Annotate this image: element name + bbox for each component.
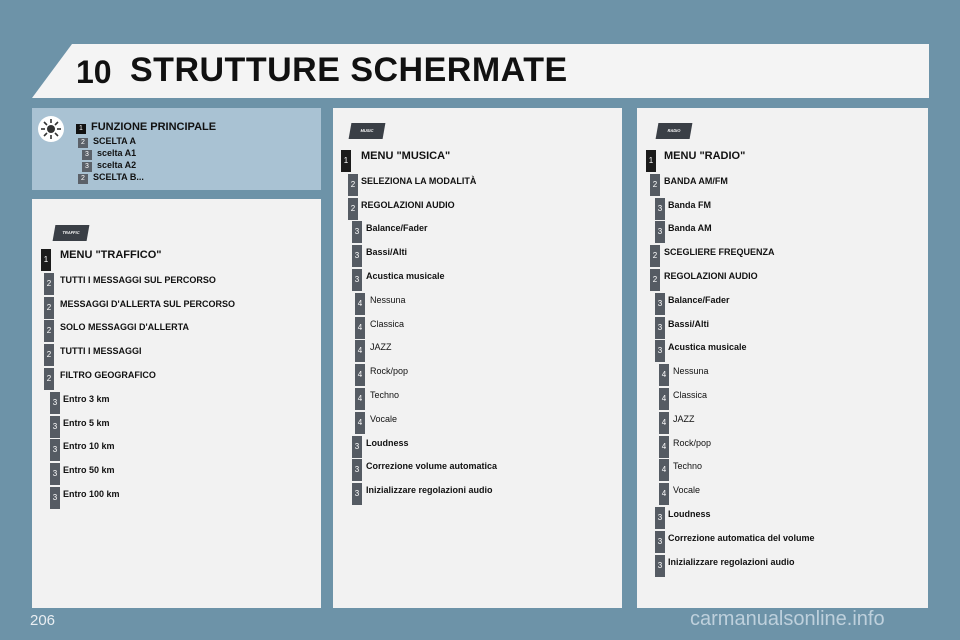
level-badge: 3: [82, 162, 92, 172]
music-menu-row: [333, 198, 622, 220]
radio-menu-row: [637, 412, 928, 434]
radio-menu-label: JAZZ: [673, 413, 695, 424]
level-badge: 3: [655, 293, 665, 315]
music-menu-label: Bassi/Alti: [366, 247, 408, 258]
level-badge: 2: [348, 174, 358, 196]
radio-menu-row: [637, 364, 928, 386]
radio-menu-label: Loudness: [668, 509, 711, 519]
level-badge: 4: [355, 364, 365, 386]
traffic-menu-row: [32, 273, 321, 295]
radio-menu-label: Techno: [673, 461, 703, 472]
music-menu-row: [333, 293, 622, 315]
level-badge: 3: [352, 483, 362, 505]
music-menu-row: [333, 412, 622, 434]
level-badge: 2: [44, 344, 54, 366]
radio-menu-label: Bassi/Alti: [668, 318, 710, 329]
radio-menu-row: [637, 388, 928, 410]
traffic-menu-row: [32, 297, 321, 319]
traffic-menu-row: [32, 368, 321, 390]
radio-menu-label: Vocale: [673, 485, 701, 496]
level-badge: 2: [348, 198, 358, 220]
music-menu-label: Classica: [370, 318, 405, 329]
music-menu-row: [333, 245, 622, 267]
level-badge: 2: [44, 320, 54, 342]
level-badge: 2: [650, 269, 660, 291]
traffic-menu-row: [32, 439, 321, 461]
music-menu-row: [333, 459, 622, 481]
level-badge: 4: [659, 436, 669, 458]
level-badge: 4: [659, 483, 669, 505]
level-badge: 2: [44, 273, 54, 295]
traffic-menu-label: TUTTI I MESSAGGI: [60, 346, 142, 357]
level-badge: 3: [655, 340, 665, 362]
legend-item: FUNZIONE PRINCIPALE: [91, 121, 217, 133]
level-badge: 3: [352, 245, 362, 267]
watermark: carmanualsonline.info: [690, 608, 885, 630]
level-badge: 2: [44, 297, 54, 319]
page-number: 206: [30, 612, 56, 629]
radio-menu-row: [637, 459, 928, 481]
music-menu-label: Loudness: [366, 437, 409, 448]
traffic-menu-row: [32, 463, 321, 485]
music-menu-row: [333, 388, 622, 410]
traffic-menu-label: MESSAGGI D'ALLERTA SUL PERCORSO: [60, 298, 235, 309]
level-badge: 3: [352, 221, 362, 243]
traffic-menu-label: Entro 50 km: [63, 465, 115, 476]
radio-menu-label: SCEGLIERE FREQUENZA: [664, 247, 775, 258]
radio-menu-row: [637, 483, 928, 505]
level-badge: 4: [659, 388, 669, 410]
radio-menu-label: MENU "RADIO": [664, 150, 746, 162]
level-badge: 2: [650, 245, 660, 267]
radio-menu-row: [637, 555, 928, 577]
music-menu-row: [333, 269, 622, 291]
level-badge: 4: [355, 412, 365, 434]
radio-menu-row: [637, 436, 928, 458]
level-badge: 1: [341, 150, 351, 172]
level-badge: 4: [659, 364, 669, 386]
music-menu-row: [333, 174, 622, 196]
chapter-number: 10: [76, 54, 112, 90]
music-menu-row: [333, 340, 622, 362]
music-panel: [333, 108, 622, 608]
radio-tag: RADIO: [656, 123, 693, 139]
level-badge: 3: [352, 459, 362, 481]
traffic-menu-label: Entro 3 km: [63, 393, 110, 404]
traffic-menu-row: [32, 487, 321, 509]
level-badge: 3: [82, 150, 92, 160]
traffic-tag: TRAFFIC: [53, 225, 90, 241]
music-menu-row: [333, 150, 622, 172]
music-menu-label: SELEZIONA LA MODALITÀ: [361, 175, 477, 186]
level-badge: 4: [355, 340, 365, 362]
level-badge: 3: [50, 416, 60, 438]
level-badge: 4: [659, 459, 669, 481]
music-menu-label: MENU "MUSICA": [361, 150, 451, 162]
traffic-menu-label: Entro 10 km: [63, 441, 115, 452]
traffic-menu-label: Entro 100 km: [63, 489, 120, 499]
level-badge: 3: [655, 221, 665, 243]
legend-item: SCELTA B...: [93, 172, 144, 182]
music-menu-row: [333, 317, 622, 339]
level-badge: 3: [50, 439, 60, 461]
music-menu-label: REGOLAZIONI AUDIO: [361, 199, 455, 210]
radio-menu-row: [637, 174, 928, 196]
music-menu-label: Vocale: [370, 413, 398, 424]
music-menu-label: Nessuna: [370, 294, 406, 305]
level-badge: 3: [352, 269, 362, 291]
traffic-menu-row: [32, 320, 321, 342]
traffic-menu-row: [32, 416, 321, 438]
radio-menu-row: [637, 150, 928, 172]
level-badge: 1: [41, 249, 51, 271]
music-tag: MUSIC: [349, 123, 386, 139]
music-menu-label: Inizializzare regolazioni audio: [366, 485, 493, 496]
music-menu-label: Balance/Fader: [366, 223, 428, 234]
page-title: STRUTTURE SCHERMATE: [130, 51, 568, 89]
radio-menu-label: REGOLAZIONI AUDIO: [664, 271, 758, 281]
radio-menu-label: Nessuna: [673, 366, 709, 377]
level-badge: 4: [355, 388, 365, 410]
level-badge: 3: [352, 436, 362, 458]
level-badge: 3: [655, 555, 665, 577]
radio-menu-row: [637, 340, 928, 362]
traffic-menu-label: Entro 5 km: [63, 417, 110, 428]
music-menu-row: [333, 364, 622, 386]
level-badge: 4: [355, 317, 365, 339]
level-badge: 2: [78, 174, 88, 184]
legend-panel: [32, 108, 321, 190]
level-badge: 4: [355, 293, 365, 315]
radio-menu-label: Banda FM: [668, 199, 712, 210]
level-badge: 4: [659, 412, 669, 434]
radio-panel: [637, 108, 928, 608]
level-badge: 3: [50, 463, 60, 485]
music-menu-label: Correzione volume automatica: [366, 461, 498, 472]
radio-menu-row: [637, 198, 928, 220]
traffic-panel: [32, 199, 321, 608]
traffic-menu-row: [32, 249, 321, 271]
music-menu-label: Techno: [370, 390, 400, 400]
legend-item: scelta A2: [97, 160, 137, 170]
level-badge: 3: [50, 392, 60, 414]
radio-menu-label: Classica: [673, 390, 708, 400]
radio-menu-row: [637, 507, 928, 529]
radio-menu-row: [637, 317, 928, 339]
traffic-menu-label: TUTTI I MESSAGGI SUL PERCORSO: [60, 274, 216, 285]
level-badge: 3: [655, 198, 665, 220]
radio-menu-label: Acustica musicale: [668, 342, 747, 353]
traffic-menu-row: [32, 392, 321, 414]
music-menu-row: [333, 436, 622, 458]
radio-menu-row: [637, 269, 928, 291]
level-badge: 2: [44, 368, 54, 390]
level-badge: 2: [650, 174, 660, 196]
radio-menu-label: Inizializzare regolazioni audio: [668, 556, 795, 567]
traffic-menu-label: SOLO MESSAGGI D'ALLERTA: [60, 322, 189, 333]
music-menu-label: JAZZ: [370, 342, 392, 353]
sun-icon: [38, 116, 64, 142]
radio-menu-row: [637, 293, 928, 315]
level-badge: 3: [50, 487, 60, 509]
legend-item: SCELTA A: [93, 136, 136, 146]
level-badge: 1: [76, 124, 86, 134]
music-menu-label: Acustica musicale: [366, 271, 445, 281]
level-badge: 2: [78, 138, 88, 148]
radio-menu-label: Correzione automatica del volume: [668, 532, 815, 543]
radio-menu-row: [637, 245, 928, 267]
music-menu-row: [333, 221, 622, 243]
traffic-menu-label: MENU "TRAFFICO": [60, 249, 162, 261]
music-menu-label: Rock/pop: [370, 366, 409, 377]
radio-menu-label: Banda AM: [668, 223, 712, 234]
traffic-menu-row: [32, 344, 321, 366]
traffic-menu-label: FILTRO GEOGRAFICO: [60, 370, 156, 380]
level-badge: 3: [655, 507, 665, 529]
radio-menu-row: [637, 531, 928, 553]
level-badge: 3: [655, 531, 665, 553]
level-badge: 3: [655, 317, 665, 339]
music-menu-row: [333, 483, 622, 505]
legend-item: scelta A1: [97, 148, 137, 158]
level-badge: 1: [646, 150, 656, 172]
radio-menu-label: Rock/pop: [673, 437, 712, 448]
radio-menu-label: BANDA AM/FM: [664, 175, 728, 186]
radio-menu-label: Balance/Fader: [668, 294, 730, 305]
radio-menu-row: [637, 221, 928, 243]
